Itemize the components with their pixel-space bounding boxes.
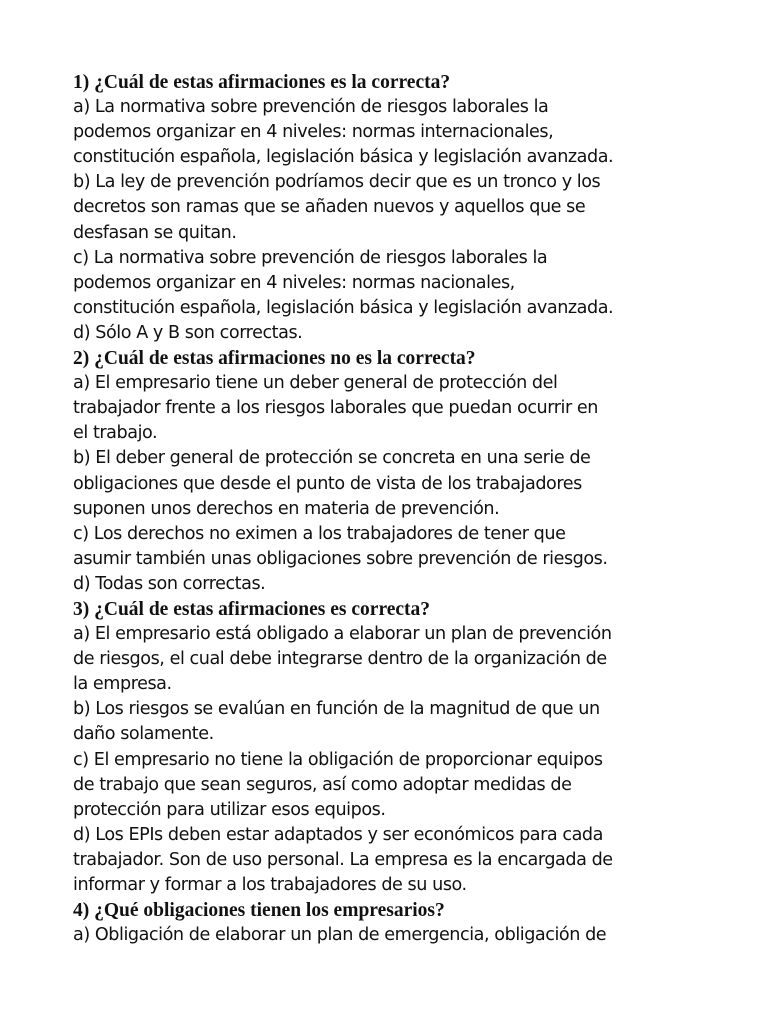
answer-line: suponen unos derechos en materia de prevención. bbox=[73, 498, 500, 519]
quiz-content bbox=[73, 70, 713, 948]
answer-line: protección para utilizar esos equipos. bbox=[73, 799, 386, 820]
answer-line: d) Sólo A y B son correctas. bbox=[73, 322, 303, 343]
answer-line: daño solamente. bbox=[73, 724, 214, 745]
answer-line: constitución española, legislación básica y legislación avanzada. bbox=[73, 147, 614, 168]
answer-option-d bbox=[73, 572, 713, 597]
answer-line: trabajador. Son de uso personal. La empresa es la encargada de bbox=[73, 849, 613, 870]
answer-line: de trabajo que sean seguros, así como adoptar medidas de bbox=[73, 774, 572, 795]
answer-option-a bbox=[73, 371, 713, 446]
answer-line: a) El empresario tiene un deber general de protección del bbox=[73, 373, 558, 394]
answer-line: a) Obligación de elaborar un plan de emergencia, obligación de bbox=[73, 925, 607, 946]
answer-line: c) El empresario no tiene la obligación de proporcionar equipos bbox=[73, 749, 603, 770]
answer-option-c bbox=[73, 522, 713, 572]
answer-line: b) La ley de prevención podríamos decir que es un tronco y los bbox=[73, 172, 601, 193]
answer-line: informar y formar a los trabajadores de su uso. bbox=[73, 875, 467, 895]
answer-option-a bbox=[73, 923, 713, 948]
answer-line: decretos son ramas que se añaden nuevos y aquellos que se bbox=[73, 197, 586, 218]
answer-line: b) El deber general de protección se concreta en una serie de bbox=[73, 448, 591, 469]
question-title: 2) ¿Cuál de estas afirmaciones no es la correcta? bbox=[73, 348, 476, 370]
answer-line: podemos organizar en 4 niveles: normas nacionales, bbox=[73, 272, 515, 293]
answer-line: trabajador frente a los riesgos laborales que puedan ocurrir en bbox=[73, 398, 598, 419]
answer-line: de riesgos, el cual debe integrarse dentro de la organización de bbox=[73, 649, 607, 670]
answer-option-c bbox=[73, 246, 713, 321]
answer-option-b bbox=[73, 697, 713, 747]
question-1 bbox=[73, 70, 713, 346]
answer-line: la empresa. bbox=[73, 674, 172, 695]
answer-option-d bbox=[73, 321, 713, 346]
answer-line: el trabajo. bbox=[73, 423, 158, 444]
question-title: 4) ¿Qué obligaciones tienen los empresarios? bbox=[73, 900, 445, 922]
question-2 bbox=[73, 346, 713, 597]
answer-line: constitución española, legislación básica y legislación avanzada. bbox=[73, 297, 614, 318]
answer-line: c) La normativa sobre prevención de riesgos laborales la bbox=[73, 247, 548, 268]
answer-line: podemos organizar en 4 niveles: normas internacionales, bbox=[73, 122, 554, 143]
answer-line: c) Los derechos no eximen a los trabajadores de tener que bbox=[73, 523, 566, 544]
answer-line: b) Los riesgos se evalúan en función de la magnitud de que un bbox=[73, 699, 600, 720]
answer-option-a bbox=[73, 95, 713, 170]
answer-option-a bbox=[73, 622, 713, 697]
answer-option-c bbox=[73, 748, 713, 823]
answer-option-b bbox=[73, 170, 713, 245]
answer-line: a) El empresario está obligado a elaborar un plan de prevención bbox=[73, 624, 612, 645]
answer-line: a) La normativa sobre prevención de riesgos laborales la bbox=[73, 97, 549, 118]
answer-line: d) Todas son correctas. bbox=[73, 573, 266, 594]
answer-line: obligaciones que desde el punto de vista de los trabajadores bbox=[73, 473, 582, 494]
answer-option-d bbox=[73, 823, 713, 898]
answer-line: desfasan se quitan. bbox=[73, 222, 237, 243]
question-3 bbox=[73, 597, 713, 898]
question-title: 3) ¿Cuál de estas afirmaciones es correcta? bbox=[73, 598, 431, 620]
answer-line: asumir también unas obligaciones sobre prevención de riesgos. bbox=[73, 548, 608, 569]
question-4 bbox=[73, 898, 713, 948]
answer-line: d) Los EPIs deben estar adaptados y ser económicos para cada bbox=[73, 824, 603, 845]
answer-option-b bbox=[73, 446, 713, 521]
question-title: 1) ¿Cuál de estas afirmaciones es la correcta? bbox=[73, 72, 451, 93]
